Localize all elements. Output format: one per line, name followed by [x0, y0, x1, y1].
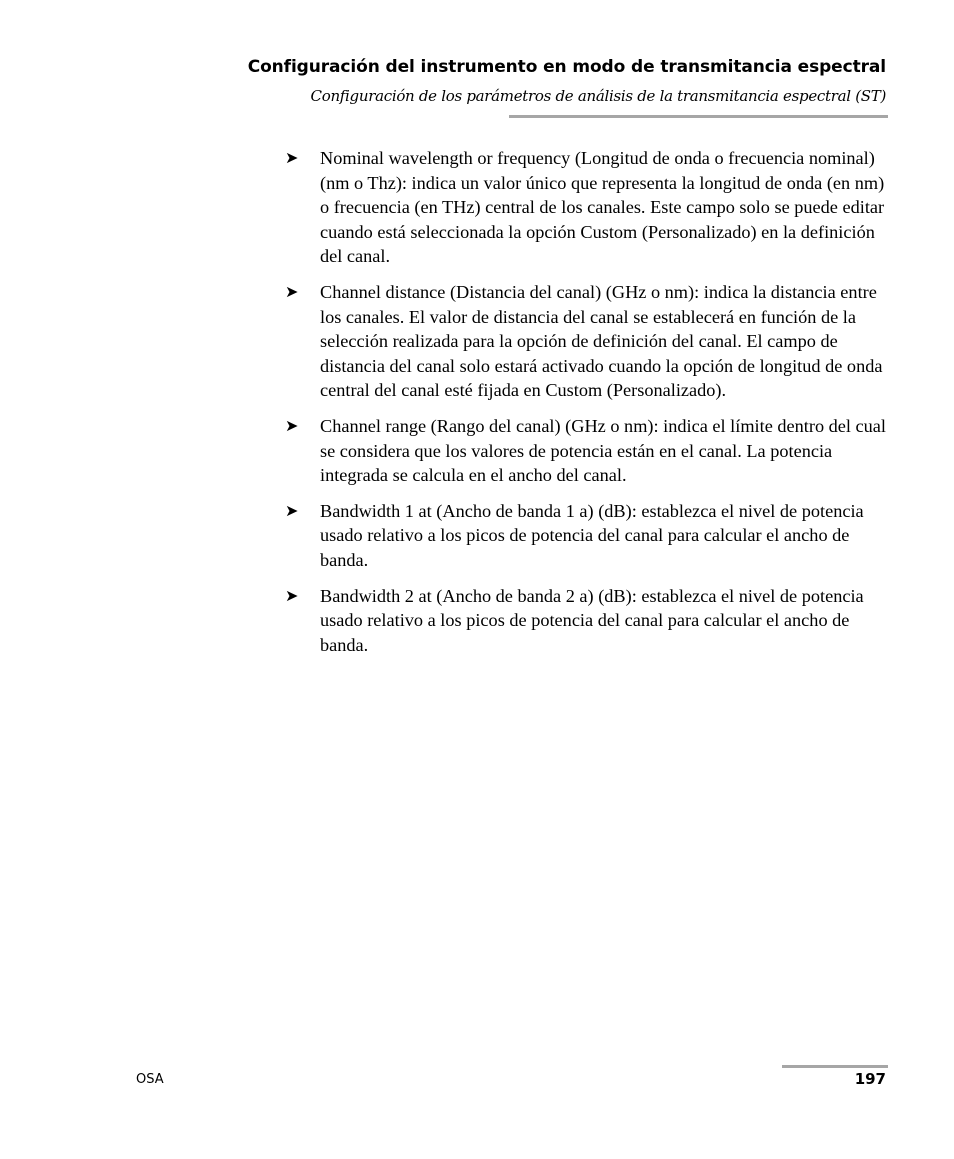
page-title: Configuración del instrumento en modo de transmitancia espectral	[247, 57, 886, 77]
list-item-text: Channel range (Rango del canal) (GHz o nm): indica el límite dentro del cual se considera que los valores de potencia están en el canal. La potencia integrada se calcula en el ancho del canal.	[320, 415, 887, 486]
arrow-bullet-icon: ➤	[285, 281, 299, 301]
bullet-list	[285, 146, 887, 668]
list-item-text: Nominal wavelength or frequency (Longitud de onda o frecuencia nominal) (nm o Thz): indica un valor único que representa la longitud de onda (en nm) o frecuencia (en THz) central de los canales. Este campo solo se puede editar cuando está seleccionada la opción Custom (Personalizado) en la definición del canal.	[320, 148, 885, 267]
list-item	[285, 146, 887, 269]
arrow-bullet-icon: ➤	[285, 415, 299, 435]
list-item-text: Channel distance (Distancia del canal) (GHz o nm): indica la distancia entre los canales. El valor de distancia del canal se establecerá en función de la selección realizada para la opción de definición del canal. El campo de distancia del canal solo estará activado cuando la opción de longitud de onda central del canal esté fijada en Custom (Personalizado).	[320, 281, 883, 401]
footer-divider	[782, 1065, 888, 1068]
footer-product-name: OSA	[136, 1072, 164, 1087]
header-divider	[509, 115, 888, 118]
arrow-bullet-icon: ➤	[285, 500, 299, 520]
list-item-text: Bandwidth 2 at (Ancho de banda 2 a) (dB): establezca el nivel de potencia usado relativo a los picos de potencia del canal para calcular el ancho de banda.	[320, 585, 864, 655]
list-item	[285, 280, 887, 403]
list-item	[285, 584, 887, 658]
page-number: 197	[854, 1070, 886, 1088]
arrow-bullet-icon: ➤	[285, 585, 299, 605]
section-subtitle: Configuración de los parámetros de análisis de la transmitancia espectral (ST)	[310, 87, 886, 105]
list-item	[285, 499, 887, 573]
list-item-text: Bandwidth 1 at (Ancho de banda 1 a) (dB): establezca el nivel de potencia usado relativo a los picos de potencia del canal para calcular el ancho de banda.	[320, 500, 864, 570]
arrow-bullet-icon: ➤	[285, 148, 299, 167]
list-item	[285, 414, 887, 488]
